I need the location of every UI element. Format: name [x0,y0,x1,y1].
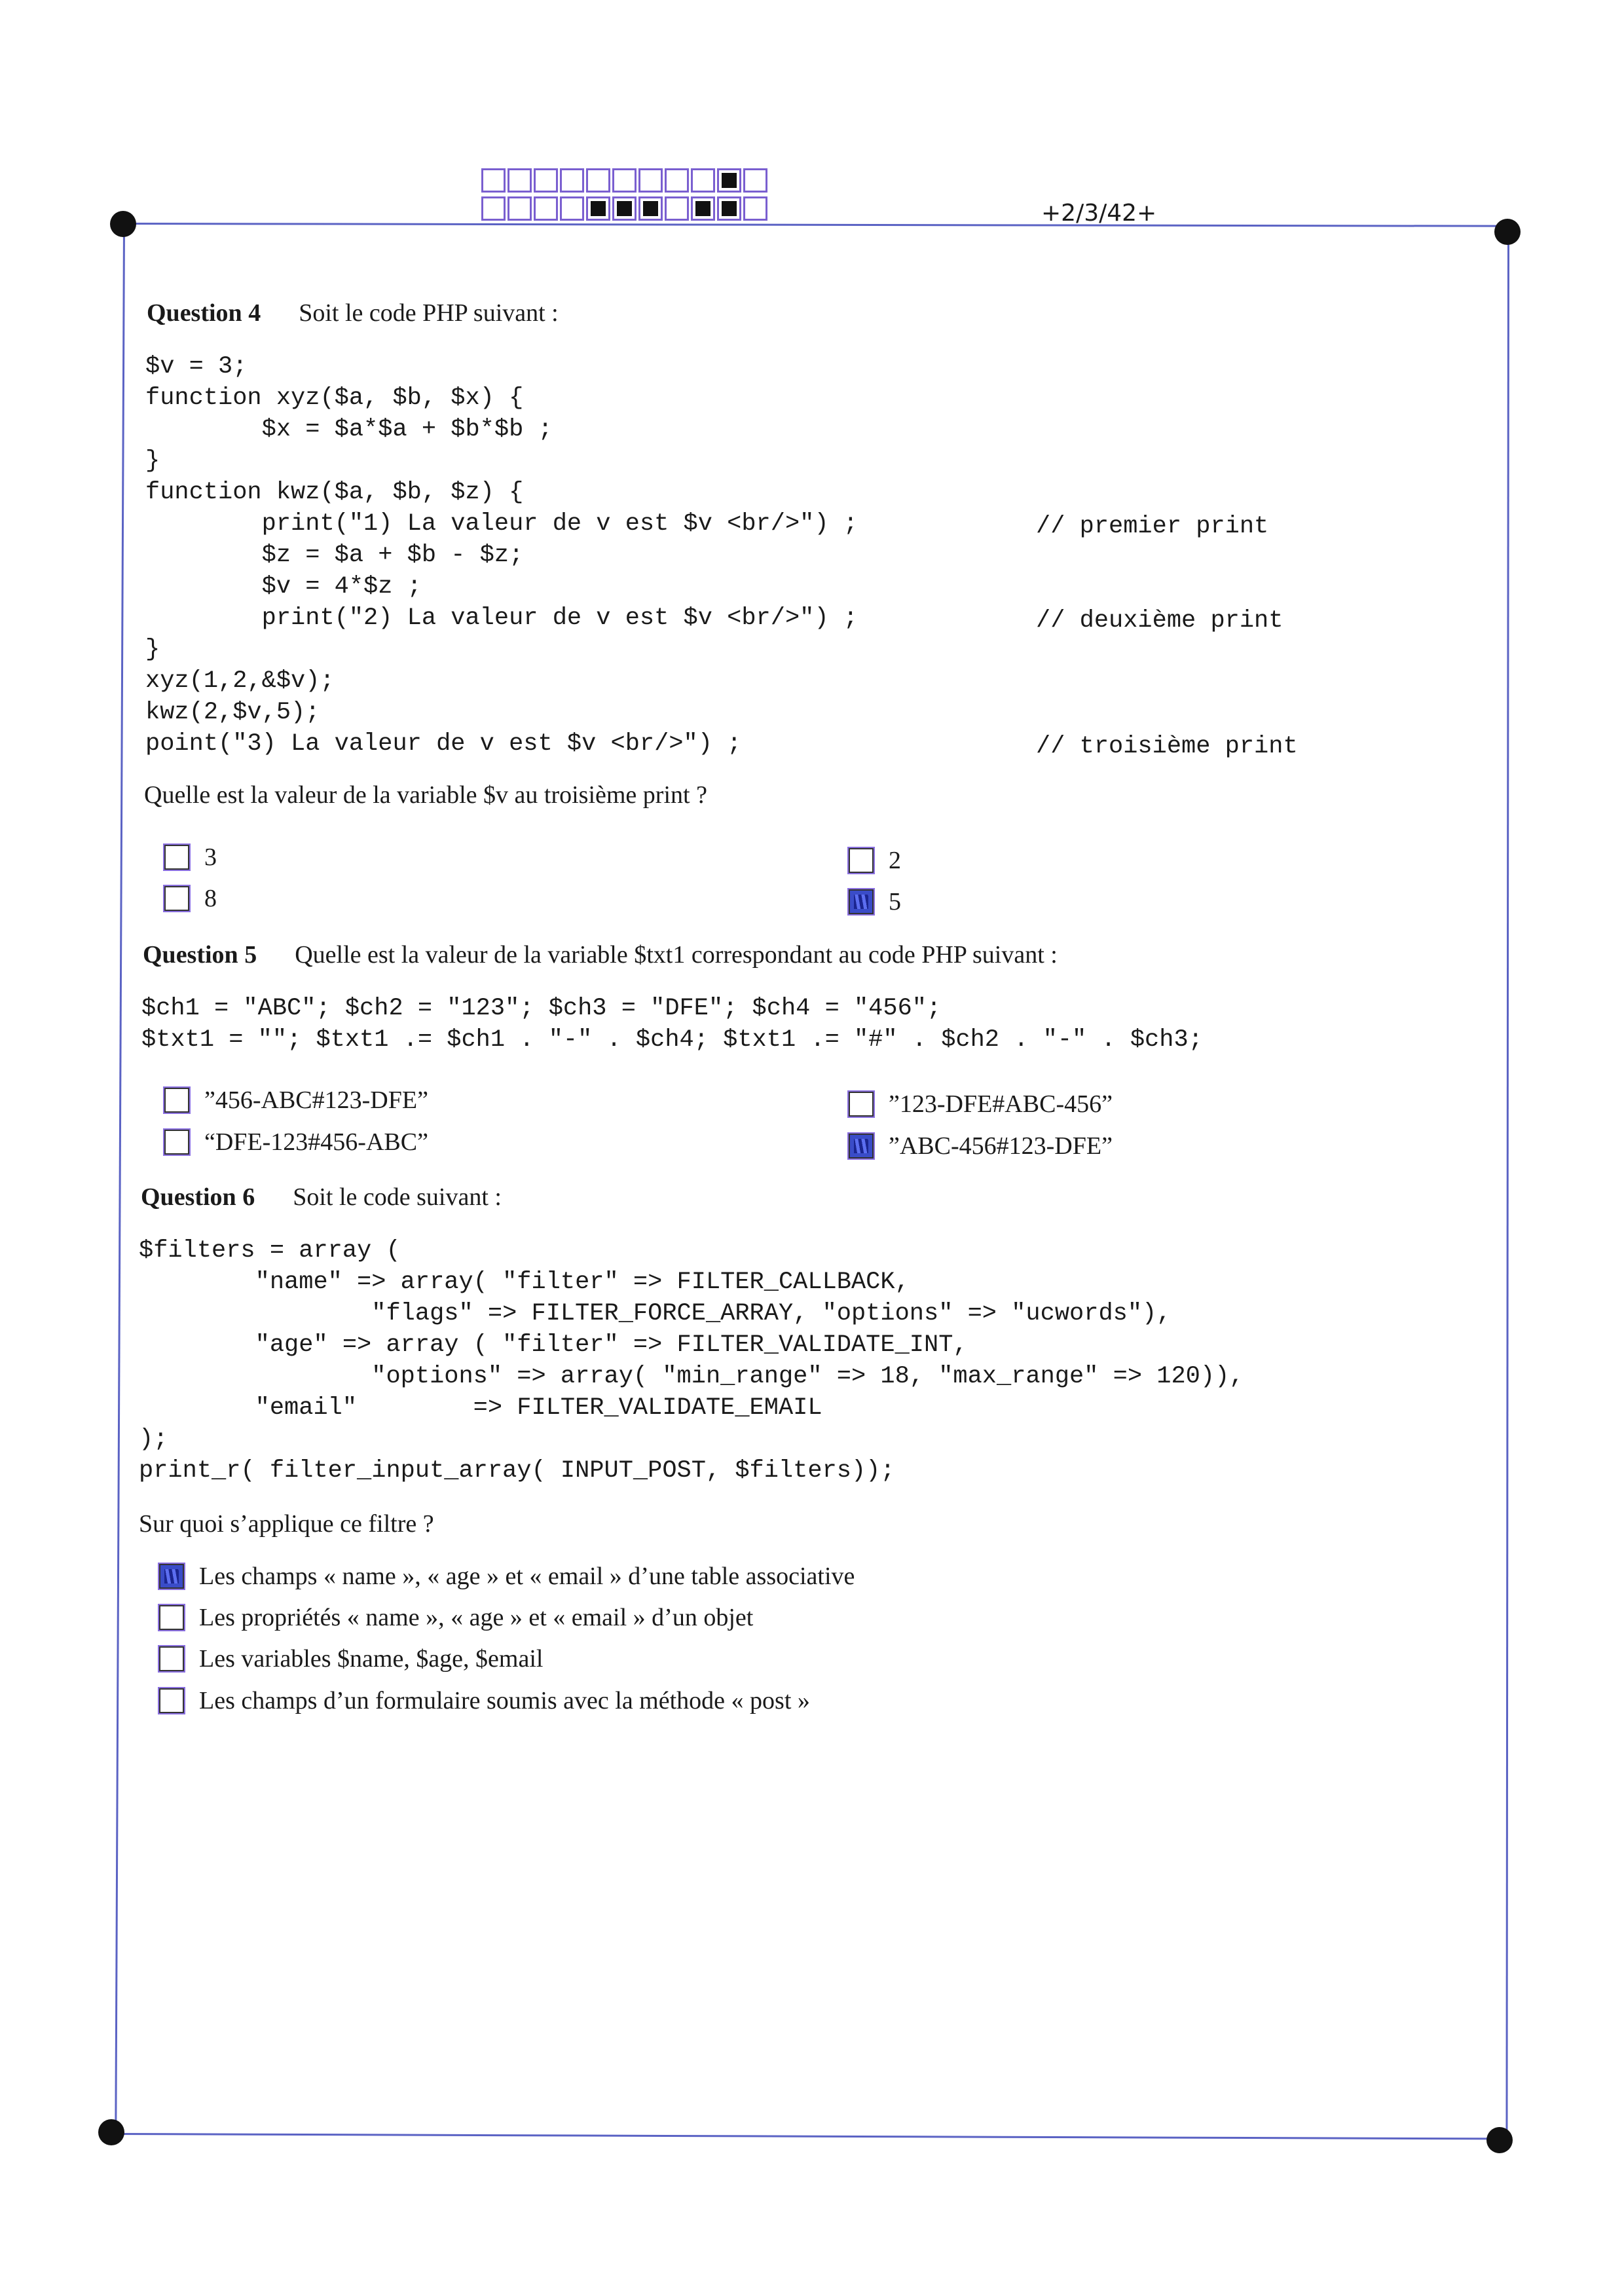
question-5-code [141,993,1203,1056]
q4-choice-2[interactable] [164,884,217,913]
page-identifier: +2/3/42+ [1041,200,1157,227]
code-line: print_r( filter_input_array( INPUT_POST, $filters)); [139,1457,895,1485]
barcode-bottom-row [481,196,769,221]
code-line: kwz(2,$v,5); [145,699,320,726]
question-6-code [139,1235,1244,1487]
question-5-intro: Quelle est la valeur de la variable $txt1 correspondant au code PHP suivant : [295,941,1058,969]
code-line: "options" => array( "min_range" => 18, "max_range" => 120)), [139,1363,1244,1390]
code-line: function xyz($a, $b, $x) { [145,384,524,412]
barcode-cell [665,168,689,193]
question-6-title [141,1183,502,1212]
q6-choice-3[interactable] [158,1644,543,1673]
question-4-prompt: Quelle est la valeur de la variable $v au troisième print ? [144,781,707,809]
barcode-cell [717,196,741,221]
barcode-cell [560,196,584,221]
code-line: function kwz($a, $b, $z) { [145,479,524,506]
barcode-cell [534,168,558,193]
barcode-cell [560,168,584,193]
code-line: } [145,636,160,663]
barcode-cell [612,168,637,193]
registration-dot-bottom-right [1486,2127,1513,2153]
question-5-label: Question 5 [143,941,257,969]
q5-choice-4[interactable] [848,1132,1113,1160]
q4-choice-3[interactable] [848,846,901,875]
checkbox[interactable] [158,1563,185,1589]
q6-choice-2[interactable] [158,1603,753,1632]
choice-label: ”ABC-456#123-DFE” [889,1132,1113,1160]
checkbox[interactable] [158,1688,185,1714]
barcode-cell [717,168,741,193]
code-line: $filters = array ( [139,1237,401,1265]
code-line: print("2) La valeur de v est $v <br/>") ; [145,604,858,632]
question-5-title [143,940,1058,969]
comment-troisieme-print: // troisième print [1036,733,1298,760]
barcode-cell [586,168,610,193]
checkbox[interactable] [848,889,874,915]
question-4-title [147,299,559,327]
checkbox[interactable] [164,1087,190,1113]
checkbox[interactable] [848,847,874,874]
q4-choice-4[interactable] [848,887,901,916]
code-line: $z = $a + $b - $z; [145,542,524,569]
registration-dot-bottom-left [98,2119,124,2145]
barcode-cell [743,196,767,221]
barcode-cell [743,168,767,193]
barcode-cell [507,168,532,193]
choice-label: 3 [204,843,217,871]
checkbox[interactable] [158,1646,185,1672]
question-4-code [145,351,858,760]
choice-label: “DFE-123#456-ABC” [204,1128,428,1156]
q5-choice-2[interactable] [164,1128,428,1157]
q4-choice-1[interactable] [164,843,217,872]
code-line: "email" => FILTER_VALIDATE_EMAIL [139,1394,822,1422]
barcode-cell [586,196,610,221]
barcode-cell [691,168,715,193]
code-line: } [145,447,160,475]
comment-premier-print: // premier print [1036,513,1269,540]
barcode-top-row [481,168,769,193]
barcode-cell [638,196,663,221]
barcode-cell [481,196,506,221]
barcode-cell [665,196,689,221]
code-line: ); [139,1426,168,1453]
choice-label: ”123-DFE#ABC-456” [889,1090,1113,1118]
question-6-prompt: Sur quoi s’applique ce filtre ? [139,1510,434,1538]
frame-bottom-line [111,2133,1500,2139]
registration-dot-top-left [110,211,136,237]
choice-label: Les propriétés « name », « age » et « email » d’un objet [199,1604,754,1631]
question-6-label: Question 6 [141,1183,255,1211]
checkbox[interactable] [164,885,190,912]
code-line: $v = 3; [145,353,248,380]
choice-label: ”456-ABC#123-DFE” [204,1086,428,1114]
question-6-intro: Soit le code suivant : [293,1183,502,1211]
code-line: "flags" => FILTER_FORCE_ARRAY, "options" => "ucwords"), [139,1300,1172,1327]
question-4-intro: Soit le code PHP suivant : [299,299,559,327]
barcode-cell [638,168,663,193]
question-4-label: Question 4 [147,299,261,327]
code-line: $ch1 = "ABC"; $ch2 = "123"; $ch3 = "DFE"; $ch4 = "456"; [141,995,942,1022]
frame-left-line [115,226,125,2128]
q5-choice-3[interactable] [848,1090,1113,1119]
choice-label: Les champs « name », « age » et « email » d’une table associative [199,1563,855,1590]
code-line: print("1) La valeur de v est $v <br/>") ; [145,510,858,538]
code-line: xyz(1,2,&$v); [145,667,335,695]
code-line: $txt1 = ""; $txt1 .= $ch1 . "-" . $ch4; $txt1 .= "#" . $ch2 . "-" . $ch3; [141,1026,1203,1054]
q6-choice-1[interactable] [158,1562,855,1591]
registration-dot-top-right [1494,219,1521,245]
code-line: "name" => array( "filter" => FILTER_CALLBACK, [139,1268,910,1296]
code-line: point("3) La valeur de v est $v <br/>") ; [145,730,742,758]
barcode-cell [612,196,637,221]
checkbox[interactable] [848,1091,874,1117]
choice-label: Les variables $name, $age, $email [199,1645,544,1673]
q5-choice-1[interactable] [164,1086,428,1115]
barcode-cell [691,196,715,221]
code-line: $x = $a*$a + $b*$b ; [145,416,553,443]
frame-top-line [124,223,1506,227]
choice-label: Les champs d’un formulaire soumis avec la méthode « post » [199,1687,810,1714]
choice-label: 8 [204,885,217,912]
barcode-cell [481,168,506,193]
checkbox[interactable] [158,1604,185,1631]
choice-label: 2 [889,847,901,874]
checkbox[interactable] [848,1133,874,1159]
q6-choice-4[interactable] [158,1686,810,1715]
checkbox[interactable] [164,844,190,870]
barcode-cell [534,196,558,221]
checkbox[interactable] [164,1129,190,1155]
barcode-cell [507,196,532,221]
code-line: "age" => array ( "filter" => FILTER_VALIDATE_INT, [139,1331,968,1359]
frame-right-line [1505,232,1509,2135]
comment-deuxieme-print: // deuxième print [1036,607,1283,635]
code-line: $v = 4*$z ; [145,573,422,601]
choice-label: 5 [889,888,901,916]
